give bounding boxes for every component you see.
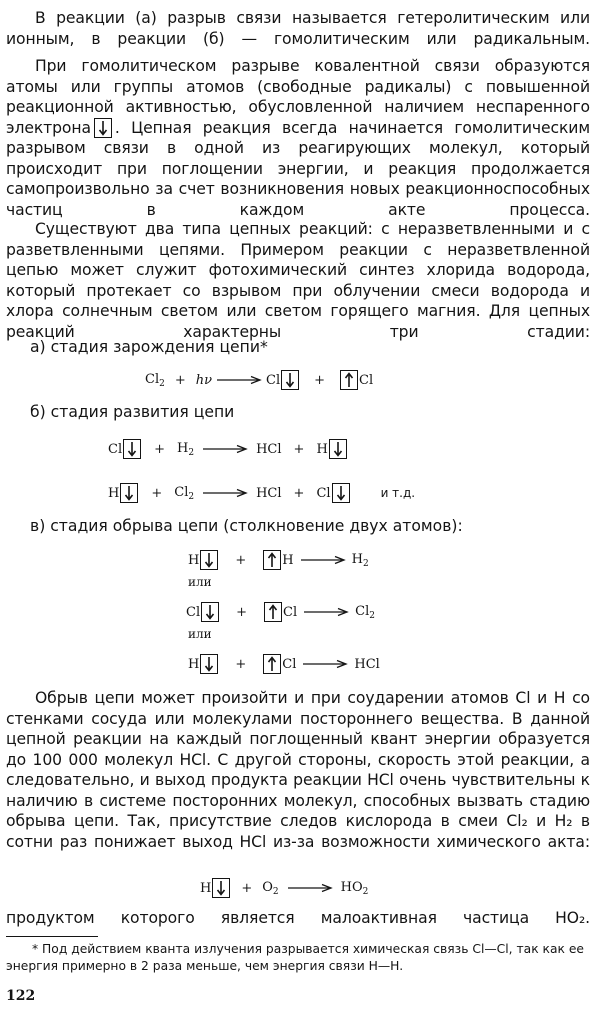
eq-plus: +	[236, 604, 248, 620]
eq-cl-radical: Cl	[316, 485, 331, 501]
electron-box-down	[281, 370, 299, 390]
electron-box-down	[329, 439, 347, 459]
paragraph-homolytic-start: При гомолитическом разрыве ковалентной связи образуются атомы или группы атомов (свободные радикалы) с повышенной реакционной активностью, обусловленной наличием неспаренного электрона	[6, 57, 590, 137]
eq-plus: +	[241, 880, 253, 896]
eq-plus: +	[314, 372, 326, 388]
electron-box-up	[264, 602, 282, 622]
eq-cl-radical: Cl	[108, 441, 123, 457]
stage-propagation-heading: б) стадия развития цепи	[30, 403, 235, 421]
eq-hcl: HCl	[354, 656, 380, 672]
eq-h-radical: H	[108, 485, 120, 501]
reaction-arrow-icon	[300, 555, 346, 565]
electron-box-up	[263, 654, 281, 674]
eq-ho2: HO2	[340, 879, 369, 897]
eq-plus: +	[293, 441, 305, 457]
paragraph-product: продуктом которого является малоактивная частица HO₂.	[6, 909, 590, 927]
page-number: 122	[6, 988, 36, 1004]
eq-plus: +	[151, 485, 163, 501]
eq-cl2: Cl2	[174, 484, 195, 502]
reaction-arrow-icon	[287, 883, 333, 893]
reaction-arrow-icon	[202, 444, 248, 454]
eq-cl-radical: Cl	[266, 372, 281, 388]
equation-propagation-2	[108, 481, 415, 505]
eq-plus: +	[235, 552, 247, 568]
electron-box-down	[94, 118, 112, 138]
electron-box-down	[201, 602, 219, 622]
electron-box-down	[332, 483, 350, 503]
eq-h-radical: H	[282, 552, 294, 568]
equation-termination-2	[186, 600, 375, 624]
reaction-arrow-icon	[303, 607, 349, 617]
electron-box-up	[263, 550, 281, 570]
stage-initiation-heading: а) стадия зарождения цепи*	[30, 338, 268, 356]
paragraph-reaction-types: В реакции (а) разрыв связи называется гетеролитическим или ионным, в реакции (б) — гомолитическим или радикальным.	[6, 9, 590, 48]
eq-o2: O2	[262, 879, 279, 897]
reaction-arrow-icon	[202, 488, 248, 498]
equation-initiation	[145, 368, 373, 392]
eq-h2: H2	[351, 551, 369, 569]
reaction-arrow-icon	[216, 375, 262, 385]
equation-propagation-1	[108, 437, 348, 461]
eq-etc: и т.д.	[380, 486, 416, 500]
eq-hv: hν	[195, 372, 213, 388]
footnote-divider	[6, 936, 98, 937]
eq-h-radical: H	[316, 441, 328, 457]
paragraph-homolytic	[6, 56, 590, 220]
equation-oxygen	[200, 876, 368, 900]
eq-cl2: Cl2	[145, 371, 165, 389]
electron-box-down	[200, 550, 218, 570]
eq-cl-radical: Cl	[282, 656, 297, 672]
eq-plus: +	[154, 441, 166, 457]
equation-termination-1	[188, 548, 369, 572]
electron-box-down	[212, 878, 230, 898]
eq-cl2: Cl2	[355, 603, 375, 621]
reaction-arrow-icon	[302, 659, 348, 669]
paragraph-homolytic-end: . Цепная реакция всегда начинается гомолитическим разрывом связи в одной из реагирующих молекул, который происходит при поглощении энергии, и реакция продолжается самопроизвольно за счет возникновения новых реакционноспособных частиц в каждом акте процесса.	[6, 118, 590, 219]
footnote: * Под действием кванта излучения разрывается химическая связь Cl—Cl, так как ее энергия примерно в 2 раза меньше, чем энергия связи H—H.	[6, 942, 584, 973]
eq-hcl: HCl	[256, 485, 282, 501]
eq-cl-radical: Cl	[359, 372, 374, 388]
paragraph-chain-termination: Обрыв цепи может произойти и при соударении атомов Cl и H со стенками сосуда или молекулами постороннего вещества. В данной цепной реакции на каждый поглощенный квант энергии образуется до 100 000 молекул HCl. С другой стороны, скорость этой реакции, а следовательно, и выход продукта реакции HCl очень чувствительны к наличию в системе посторонних молекул, способных вызвать стадию обрыва цепи. Так, присутствие следов кислорода в смеи Cl₂ и H₂ в сотни раз понижает выход HCl из-за возможности химического акта:	[6, 689, 590, 851]
paragraph-chain-types: Существуют два типа цепных реакций: с неразветвленными и с разветвленными цепями. Примером реакции с неразветвленной цепью может служит фотохимический синтез хлорида водорода, который протекает со взрывом при облучении смеси водорода и хлора солнечным светом или светом горящего магния. Для цепных реакций характерны три стадии:	[6, 220, 590, 341]
eq-cl-radical: Cl	[283, 604, 298, 620]
electron-box-up	[340, 370, 358, 390]
stage-termination-heading: в) стадия обрыва цепи (столкновение двух атомов):	[30, 517, 463, 535]
eq-plus: +	[235, 656, 247, 672]
electron-box-down	[200, 654, 218, 674]
or-label: или	[188, 627, 212, 641]
equation-termination-3	[188, 652, 380, 676]
electron-box-down	[120, 483, 138, 503]
eq-cl-radical: Cl	[186, 604, 201, 620]
eq-hcl: HCl	[256, 441, 282, 457]
eq-h2: H2	[177, 440, 195, 458]
eq-plus: +	[174, 372, 186, 388]
eq-h-radical: H	[188, 656, 200, 672]
eq-h-radical: H	[200, 880, 212, 896]
electron-box-down	[123, 439, 141, 459]
or-label: или	[188, 575, 212, 589]
eq-plus: +	[293, 485, 305, 501]
eq-h-radical: H	[188, 552, 200, 568]
